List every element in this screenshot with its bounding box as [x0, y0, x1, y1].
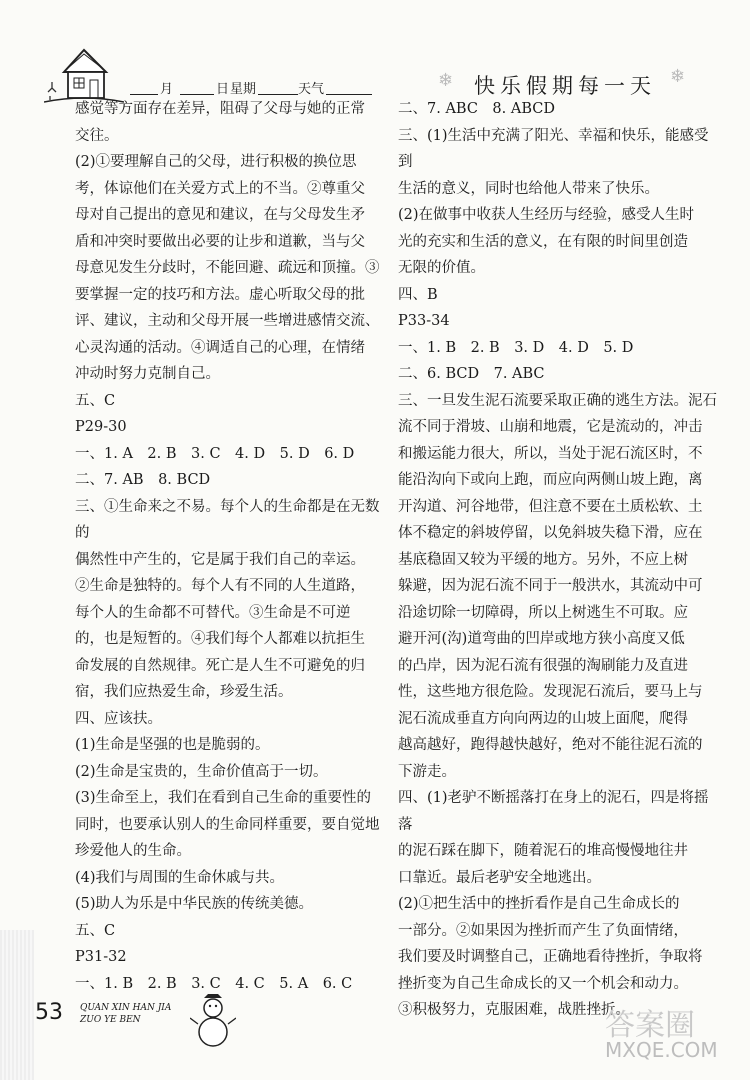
text-line: 二、7. ABC 8. ABCD	[398, 101, 555, 117]
title-banner	[430, 64, 700, 100]
left-column	[75, 96, 385, 997]
text-line: 冲动时努力克制自己。	[75, 366, 220, 382]
text-line: (2)生命是宝贵的，生命价值高于一切。	[75, 763, 328, 780]
page-title: 快乐假期每一天	[474, 74, 656, 98]
text-line: (2)①要理解自己的父母，进行积极的换位思	[75, 154, 357, 170]
text-line: 珍爱他人的生命。	[75, 843, 191, 859]
text-line: 性，这些地方很危险。发现泥石流后，要马上与	[398, 684, 703, 700]
text-line: (5)助人为乐是中华民族的传统美德。	[75, 896, 314, 912]
text-line: ③积极努力，克服困难，战胜挫折。	[398, 1002, 630, 1018]
text-line: 交往。	[75, 127, 119, 144]
text-line: 盾和冲突时要做出必要的让步和道歉，当与父	[75, 233, 365, 250]
text-line: ②生命是独特的。每个人有不同的人生道路，	[75, 578, 365, 594]
text-line: 的泥石踩在脚下，随着泥石的堆高慢慢地往井	[398, 843, 688, 859]
text-line: 的凸岸，因为泥石流有很强的淘刷能力及直进	[398, 657, 688, 674]
text-line: 三、(1)生活中充满了阳光、幸福和快乐，能感受到	[398, 127, 709, 170]
text-line: 一、1. B 2. B 3. D 4. D 5. D	[398, 339, 634, 356]
text-line: 一、1. A 2. B 3. C 4. D 5. D 6. D	[75, 445, 355, 462]
text-line: 心灵沟通的活动。④调适自己的心理，在情绪	[75, 339, 365, 356]
text-line: 考，体谅他们在关爱方式上的不当。②尊重父	[75, 180, 365, 197]
text-line: 四、应该扶。	[75, 710, 162, 727]
text-line: 命发展的自然规律。死亡是人生不可避免的归	[75, 657, 365, 674]
text-line: 四、B	[398, 286, 438, 303]
text-line: 每个人的生命都不可替代。③生命是不可逆	[75, 604, 351, 621]
snowman-icon	[190, 994, 236, 1050]
text-line: 感觉等方面存在差异，阻碍了父母与她的正常	[75, 101, 365, 117]
text-line: 躲避，因为泥石流不同于一般洪水，其流动中可	[398, 578, 703, 594]
text-line: 宿，我们应热爱生命，珍爱生活。	[75, 684, 293, 700]
text-line: (2)在做事中收获人生经历与经验，感受人生时	[398, 207, 695, 223]
text-line: 泥石流成垂直方向向两边的山坡上面爬，爬得	[398, 710, 688, 727]
text-line: 评、建议，主动和父母开展一些增进感情交流、	[75, 313, 380, 329]
section-page-ref: P29-30	[75, 419, 127, 435]
text-line: 开沟道、河谷地带，但注意不要在土质松软、土	[398, 498, 703, 515]
text-line: 三、①生命来之不易。每个人的生命都是在无数的	[75, 498, 380, 541]
text-line: 二、6. BCD 7. ABC	[398, 366, 545, 382]
text-line: 五、C	[75, 922, 116, 939]
text-line: 口靠近。最后老驴安全地逃出。	[398, 869, 601, 886]
section-page-ref: P31-32	[75, 949, 127, 965]
text-line: 一、1. B 2. B 3. C 4. C 5. A 6. C	[75, 975, 353, 992]
text-line: 沿途切除一切障碍，所以上树逃生不可取。应	[398, 604, 688, 621]
text-line: 的，也是短暂的。④我们每个人都难以抗拒生	[75, 631, 365, 647]
text-line: 一部分。②如果因为挫折而产生了负面情绪，	[398, 922, 688, 939]
text-line: 无限的价值。	[398, 260, 485, 276]
text-line: (1)生命是坚强的也是脆弱的。	[75, 737, 270, 753]
text-line: (2)①把生活中的挫折看作是自己生命成长的	[398, 896, 680, 912]
text-line: 同时，也要承认别人的生命同样重要，要自觉地	[75, 816, 380, 833]
text-line: (4)我们与周围的生命休戚与共。	[75, 869, 285, 886]
right-column	[398, 96, 718, 1024]
text-line: 母意见发生分歧时，不能回避、疏远和顶撞。③	[75, 260, 380, 276]
text-line: 偶然性中产生的，它是属于我们自己的幸运。	[75, 551, 365, 568]
snowy-house-icon	[44, 42, 124, 104]
watermark: 答案圈 MXQE.COM	[605, 1008, 718, 1062]
weather-label: 天气	[298, 82, 325, 97]
snowflake-icon: ❄	[438, 70, 454, 91]
page-header	[0, 30, 750, 100]
text-line: 体不稳定的斜坡停留，以免斜坡失稳下滑，应在	[398, 525, 703, 541]
section-page-ref: P33-34	[398, 313, 450, 329]
text-line: 越高越好，跑得越快越好，绝对不能往泥石流的	[398, 737, 703, 753]
day-label: 日	[216, 82, 230, 97]
text-line: 五、C	[75, 392, 116, 409]
text-line: 挫折变为自己生命成长的又一个机会和动力。	[398, 975, 688, 992]
text-line: 流不同于滑坡、山崩和地震，它是流动的，冲击	[398, 419, 703, 435]
page-number: 53	[35, 1000, 63, 1025]
text-line: 我们要及时调整自己，正确地看待挫折，争取将	[398, 949, 703, 965]
text-line: 母对自己提出的意见和建议，在与父母发生矛	[75, 207, 365, 223]
page-footer	[0, 990, 750, 1080]
text-line: 能沿沟向下或向上跑，而应向两侧山坡上跑，离	[398, 472, 703, 488]
text-line: 下游走。	[398, 763, 456, 780]
text-line: 二、7. AB 8. BCD	[75, 472, 211, 488]
text-line: 基底稳固又较为平缓的地方。另外，不应上树	[398, 551, 688, 568]
series-name: QUAN XIN HAN JIA ZUO YE BEN	[80, 1003, 172, 1025]
text-line: 四、(1)老驴不断摇落打在身上的泥石，四是将摇落	[398, 790, 709, 833]
text-line: 要掌握一定的技巧和方法。虚心听取父母的批	[75, 286, 365, 303]
text-line: (3)生命至上，我们在看到自己生命的重要性的	[75, 790, 372, 806]
month-label: 月	[160, 82, 174, 97]
text-line: 避开河(沟)道弯曲的凹岸或地方狭小高度又低	[398, 631, 685, 647]
text-line: 生活的意义，同时也给他人带来了快乐。	[398, 180, 659, 197]
weekday-label: 星期	[230, 82, 257, 97]
snowflake-icon: ❄	[670, 66, 686, 87]
text-line: 和搬运能力很大，所以，当处于泥石流区时，不	[398, 445, 703, 462]
text-line: 光的充实和生活的意义，在有限的时间里创造	[398, 233, 688, 250]
text-line: 三、一旦发生泥石流要采取正确的逃生方法。泥石	[398, 392, 717, 409]
